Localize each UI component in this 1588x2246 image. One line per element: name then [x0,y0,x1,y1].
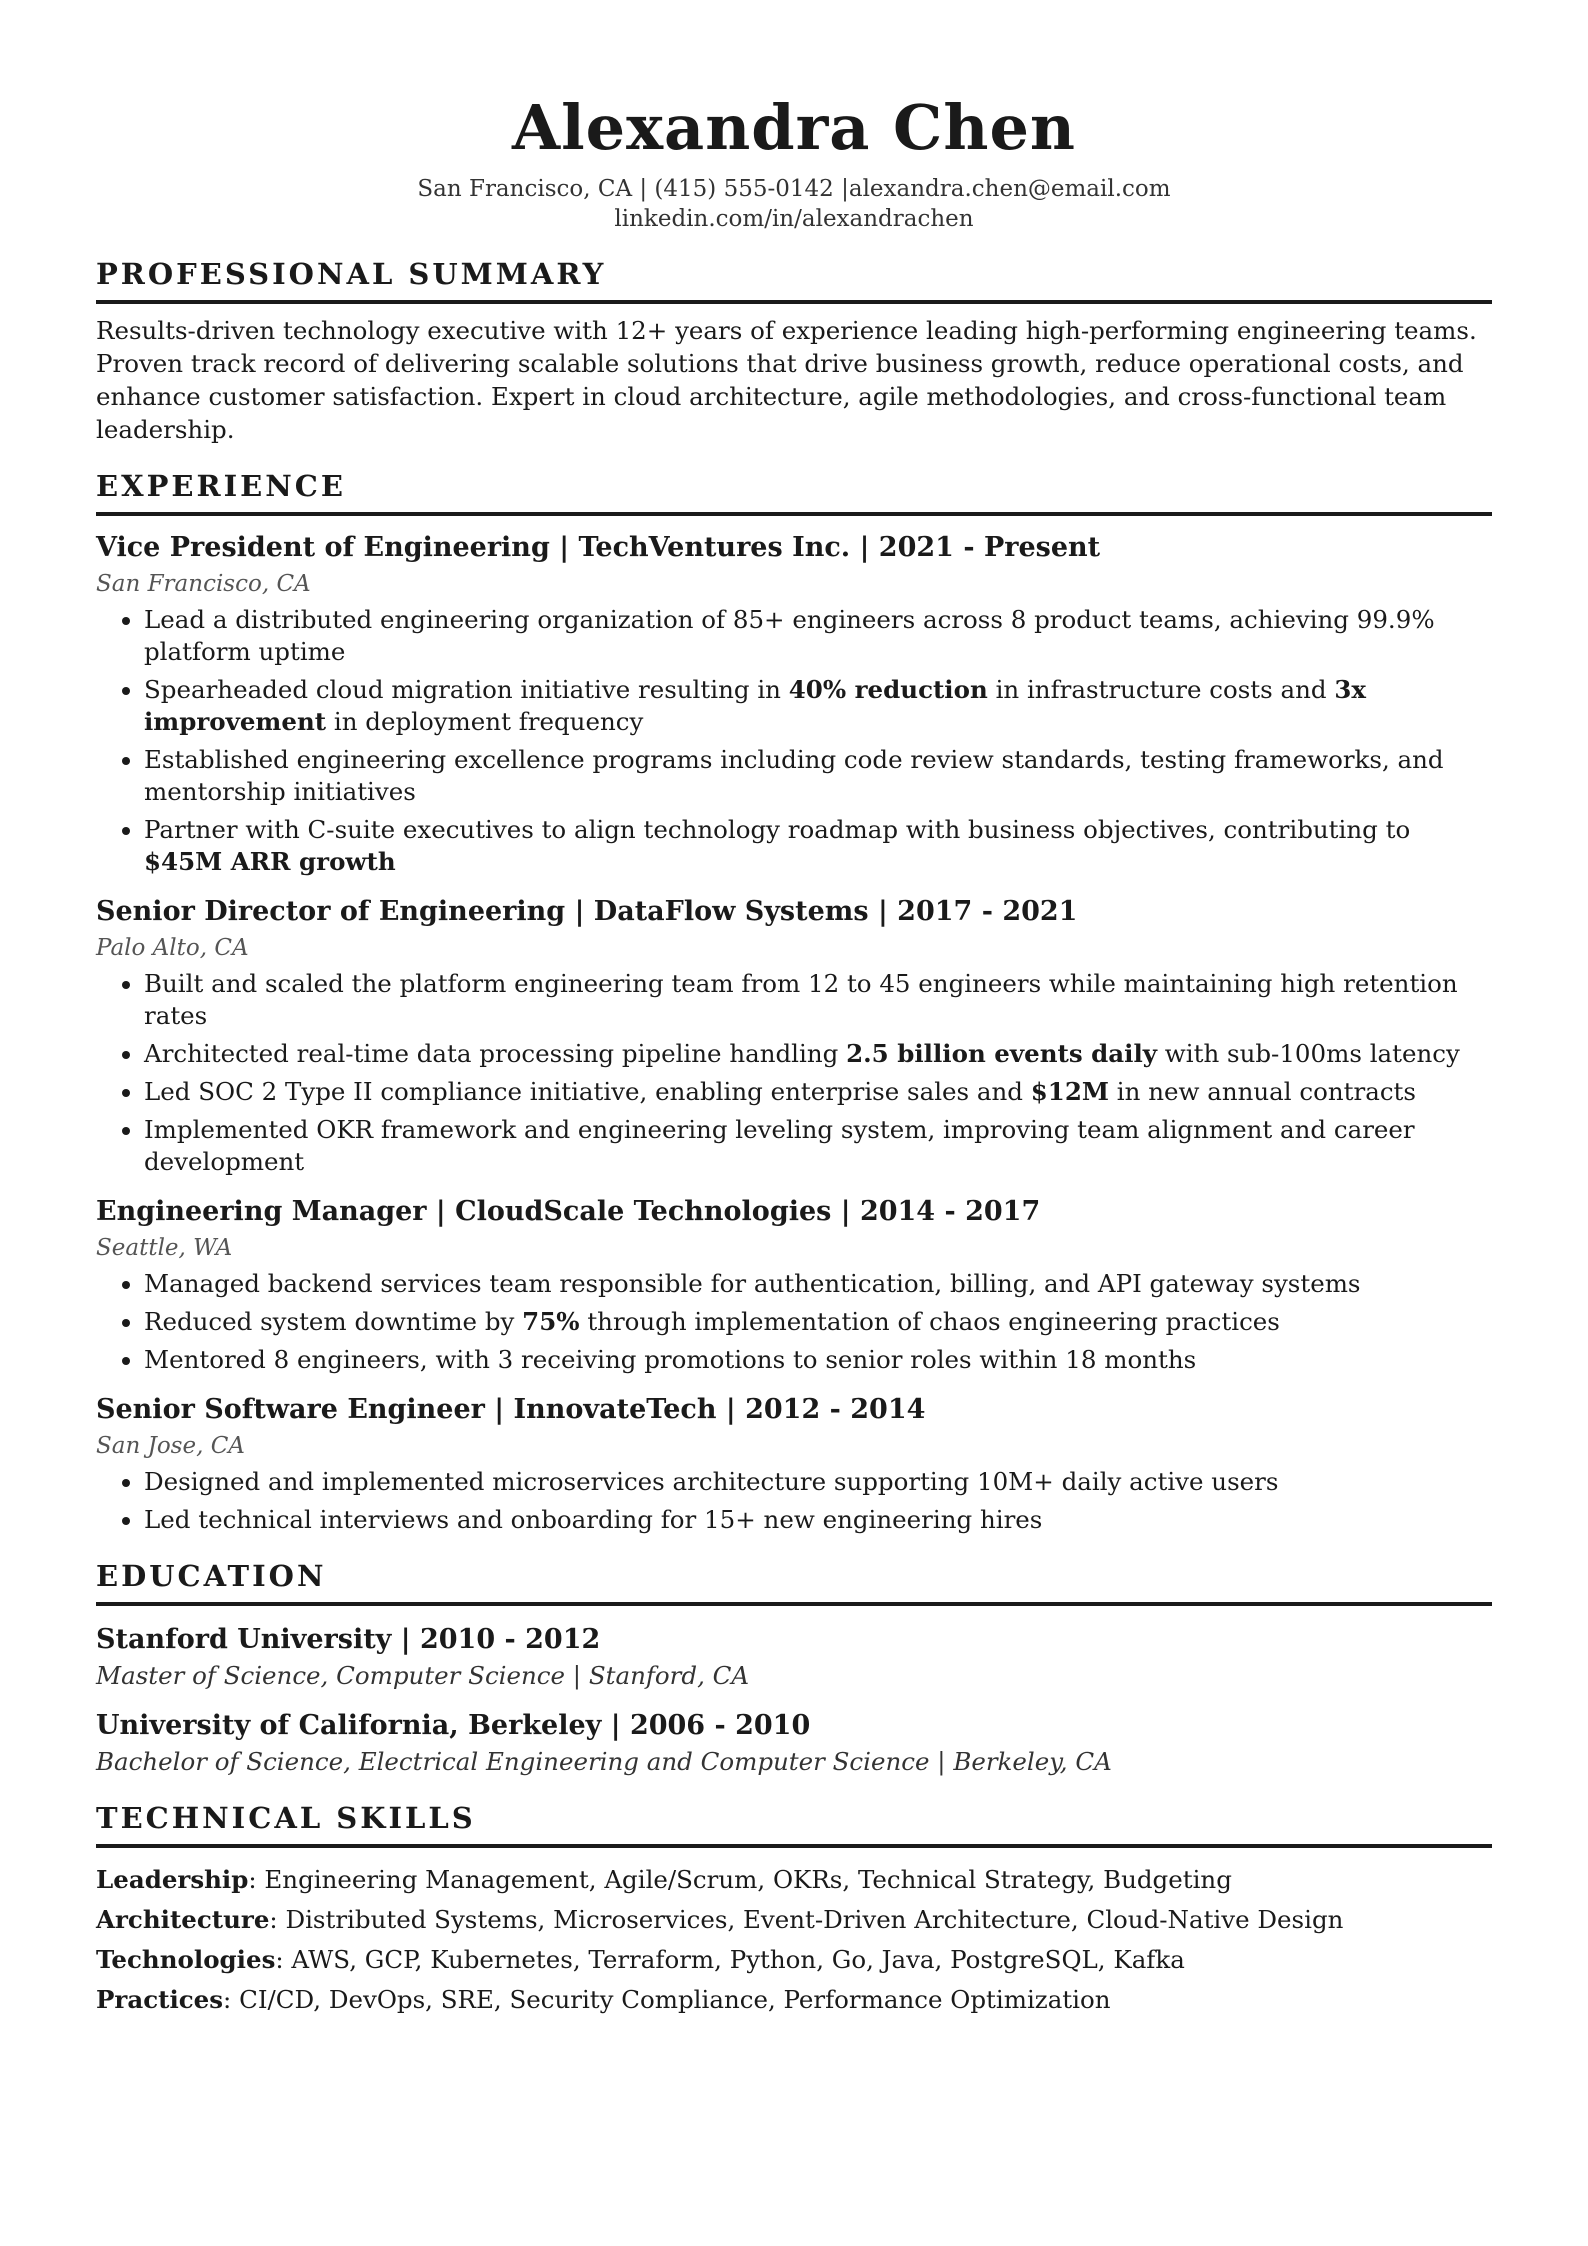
bullet-text: Mentored 8 engineers, with 3 receiving promotions to senior roles within 18 months [144,1345,1197,1374]
job-bullet [144,968,1492,1032]
education-heading: University of California, Berkeley | 2006 - 2010 [96,1710,811,1741]
bullet-text: Implemented OKR framework and engineering leveling system, improving team alignment and career development [144,1115,1415,1176]
experience-list [96,530,1492,1536]
section-title-education: EDUCATION [96,1558,1492,1606]
education-entry [96,1622,1492,1692]
job-location: San Jose, CA [96,1433,245,1459]
skill-category: Practices [96,1985,224,2014]
job-entry [96,1392,1492,1536]
education-detail: Bachelor of Science, Electrical Engineering and Computer Science | Berkeley, CA [96,1747,1112,1776]
job-bullet [144,1504,1492,1536]
skill-category: Technologies [96,1945,276,1974]
skills-list [96,1860,1492,2020]
section-title-skills: TECHNICAL SKILLS [96,1800,1492,1848]
education-entry [96,1708,1492,1778]
bullet-text: Partner with C-suite executives to align technology roadmap with business objectives, contributing to [144,815,1411,844]
bullet-text: Spearheaded cloud migration initiative resulting in [144,675,789,704]
job-bullet [144,1466,1492,1498]
linkedin-line: linkedin.com/in/alexandrachen [614,206,974,232]
job-bullet [144,814,1492,878]
highlight-text: 40% reduction [788,675,988,704]
section-title-experience: EXPERIENCE [96,468,1492,516]
job-entry [96,894,1492,1178]
candidate-name: Alexandra Chen [511,91,1077,164]
highlight-text: 2.5 billion events daily [846,1039,1158,1068]
job-heading: Engineering Manager | CloudScale Technologies | 2014 - 2017 [96,1196,1041,1227]
job-entry [96,1194,1492,1376]
skill-row [96,1900,1492,1940]
highlight-text: $12M [1030,1077,1110,1106]
skill-category: Leadership [96,1865,249,1894]
job-heading: Vice President of Engineering | TechVentures Inc. | 2021 - Present [96,532,1101,563]
bullet-text: in deployment frequency [326,707,644,736]
bullet-text: Managed backend services team responsible for authentication, billing, and API gateway systems [144,1269,1361,1298]
highlight-text: $45M ARR growth [144,847,396,876]
bullet-text: Built and scaled the platform engineering team from 12 to 45 engineers while maintaining high retention rates [144,969,1458,1030]
bullet-text: with sub-100ms latency [1157,1039,1460,1068]
education-heading: Stanford University | 2010 - 2012 [96,1624,601,1655]
job-location: Palo Alto, CA [96,935,249,961]
education-detail: Master of Science, Computer Science | Stanford, CA [96,1661,750,1690]
job-bullet [144,1268,1492,1300]
job-bullet [144,1344,1492,1376]
job-bullet [144,744,1492,808]
skill-values: : Distributed Systems, Microservices, Event-Driven Architecture, Cloud-Native Design [269,1905,1344,1934]
bullet-text: in new annual contracts [1109,1077,1416,1106]
summary-text: Results-driven technology executive with 12+ years of experience leading high-performing engineering teams. Proven track record of delivering scalable solutions that drive business growth, reduce operational costs, and enhance customer satisfaction. Expert in cloud architecture, agile methodologies, and cross-functional team leadership. [96,316,1477,444]
job-entry [96,530,1492,878]
job-bullets [96,604,1492,878]
highlight-text: 3x improvement [144,675,1366,736]
bullet-text: Architected real-time data processing pipeline handling [144,1039,847,1068]
bullet-text: in infrastructure costs and [987,675,1335,704]
bullet-text: Designed and implemented microservices architecture supporting 10M+ daily active users [144,1467,1279,1496]
bullet-text: Lead a distributed engineering organization of 85+ engineers across 8 product teams, achieving 99.9% platform uptime [144,605,1435,666]
job-bullets [96,1268,1492,1376]
bullet-text: Led technical interviews and onboarding for 15+ new engineering hires [144,1505,1043,1534]
highlight-text: 75% [522,1307,580,1336]
skill-row [96,1860,1492,1900]
section-title-summary: PROFESSIONAL SUMMARY [96,256,1492,304]
job-location: San Francisco, CA [96,571,311,597]
education-list [96,1622,1492,1778]
job-heading: Senior Software Engineer | InnovateTech | 2012 - 2014 [96,1394,926,1425]
job-bullets [96,1466,1492,1536]
job-bullet [144,1076,1492,1108]
skill-values: : CI/CD, DevOps, SRE, Security Compliance, Performance Optimization [223,1985,1111,2014]
job-bullets [96,968,1492,1178]
skill-values: : AWS, GCP, Kubernetes, Terraform, Python, Go, Java, PostgreSQL, Kafka [275,1945,1185,1974]
job-bullet [144,1114,1492,1178]
skill-category: Architecture [96,1905,270,1934]
bullet-text: Led SOC 2 Type II compliance initiative, enabling enterprise sales and [144,1077,1031,1106]
bullet-text: Established engineering excellence programs including code review standards, testing frameworks, and mentorship initiatives [144,745,1444,806]
contact-line: San Francisco, CA | (415) 555-0142 |alexandra.chen@email.com [417,176,1171,202]
skill-row [96,1940,1492,1980]
skill-row [96,1980,1492,2020]
bullet-text: Reduced system downtime by [144,1307,523,1336]
job-heading: Senior Director of Engineering | DataFlow Systems | 2017 - 2021 [96,896,1078,927]
job-bullet [144,604,1492,668]
skill-values: : Engineering Management, Agile/Scrum, OKRs, Technical Strategy, Budgeting [248,1865,1232,1894]
job-bullet [144,1306,1492,1338]
job-location: Seattle, WA [96,1235,233,1261]
job-bullet [144,674,1492,738]
bullet-text: through implementation of chaos engineering practices [579,1307,1280,1336]
job-bullet [144,1038,1492,1070]
